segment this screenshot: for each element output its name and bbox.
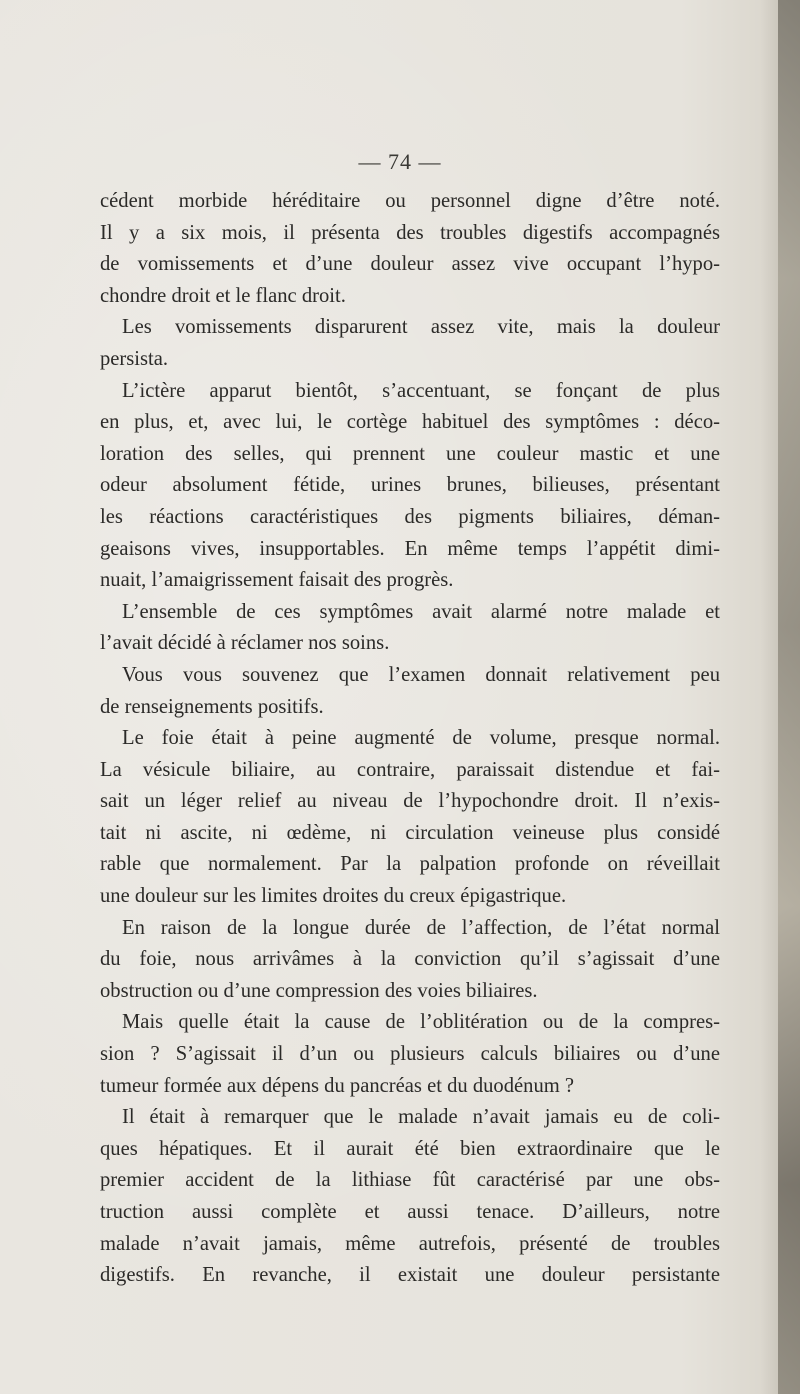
text-line: La vésicule biliaire, au contraire, paraissait distendue et fai- xyxy=(100,758,720,781)
page-edge-shadow xyxy=(778,0,800,1394)
text-line: tumeur formée aux dépens du pancréas et du duodénum ? xyxy=(100,1074,575,1097)
text-line: L’ictère apparut bientôt, s’accentuant, se fonçant de plus xyxy=(122,379,720,402)
text-line: de renseignements positifs. xyxy=(100,695,324,718)
text-line: rable que normalement. Par la palpation profonde on réveillait xyxy=(100,853,720,876)
text-line: les réactions caractéristiques des pigments biliaires, déman- xyxy=(100,505,720,528)
text-line: Il était à remarquer que le malade n’avait jamais eu de coli- xyxy=(122,1106,720,1129)
text-line: obstruction ou d’une compression des voies biliaires. xyxy=(100,979,538,1002)
text-line: geaisons vives, insupportables. En même temps l’appétit dimi- xyxy=(100,537,720,560)
text-line: une douleur sur les limites droites du creux épigastrique. xyxy=(100,885,567,908)
text-line: En raison de la longue durée de l’affection, de l’état normal xyxy=(122,916,720,939)
text-line: truction aussi complète et aussi tenace. D’ailleurs, notre xyxy=(100,1201,720,1223)
text-line: de vomissements et d’une douleur assez vive occupant l’hypo- xyxy=(100,253,720,276)
text-line: Il y a six mois, il présenta des troubles digestifs accompagnés xyxy=(100,221,720,244)
text-line: sion ? S’agissait il d’un ou plusieurs calculs biliaires ou d’une xyxy=(100,1043,720,1066)
text-line: Les vomissements disparurent assez vite, mais la douleur xyxy=(122,316,720,339)
text-line: ques hépatiques. Et il aurait été bien extraordinaire que le xyxy=(100,1137,720,1160)
text-line: L’ensemble de ces symptômes avait alarmé notre malade et xyxy=(122,600,720,623)
text-line: tait ni ascite, ni œdème, ni circulation veineuse plus considé xyxy=(100,821,720,844)
text-line: sait un léger relief au niveau de l’hypochondre droit. Il n’exis- xyxy=(100,790,720,813)
text-line: l’avait décidé à réclamer nos soins. xyxy=(100,632,390,655)
text-line: loration des selles, qui prennent une couleur mastic et une xyxy=(100,442,720,465)
text-line: persista. xyxy=(100,347,169,370)
text-line: cédent morbide héréditaire ou personnel digne d’être noté. xyxy=(100,190,720,212)
body-text xyxy=(100,186,720,1292)
text-line: en plus, et, avec lui, le cortège habituel des symptômes : déco- xyxy=(100,411,720,434)
page-number: — 74 — xyxy=(358,149,442,174)
text-line: Vous vous souvenez que l’examen donnait relativement peu xyxy=(122,663,720,686)
text-line: odeur absolument fétide, urines brunes, bilieuses, présentant xyxy=(100,474,720,497)
text-line: chondre droit et le flanc droit. xyxy=(100,284,346,307)
text-line: Le foie était à peine augmenté de volume, presque normal. xyxy=(122,727,720,750)
text-line: malade n’avait jamais, même autrefois, présenté de troubles xyxy=(100,1232,720,1255)
text-line: digestifs. En revanche, il existait une douleur persistante xyxy=(100,1264,720,1287)
text-line: du foie, nous arrivâmes à la conviction qu’il s’agissait d’une xyxy=(100,948,720,971)
text-line: nuait, l’amaigrissement faisait des progrès. xyxy=(100,569,454,592)
text-line: Mais quelle était la cause de l’oblitération ou de la compres- xyxy=(122,1011,720,1034)
text-line: premier accident de la lithiase fût caractérisé par une obs- xyxy=(100,1169,720,1192)
